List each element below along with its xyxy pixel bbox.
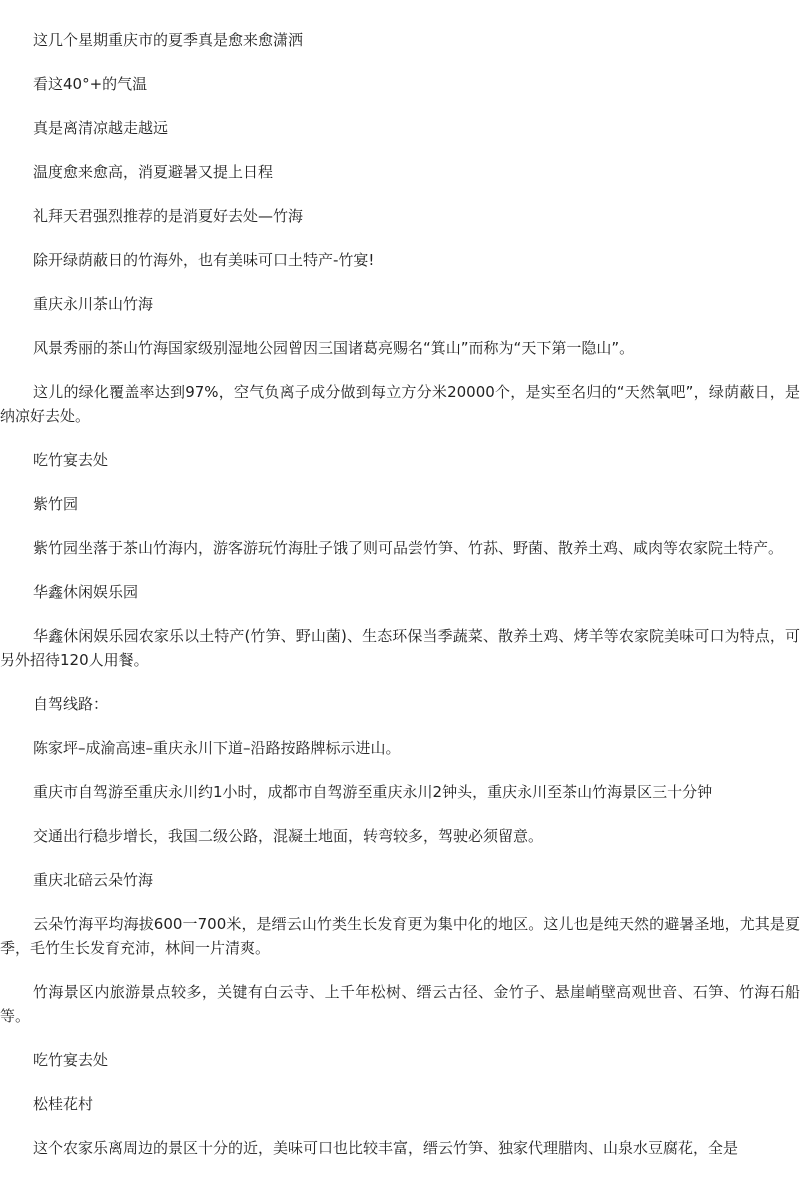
paragraph-route-2: 重庆市自驾游至重庆永川约1小时，成都市自驾游至重庆永川2钟头，重庆永川至茶山竹海景区三十分钟: [33, 783, 713, 801]
paragraph-zizhuyuan: 紫竹园坐落于茶山竹海内，游客游玩竹海肚子饿了则可品尝竹笋、竹荪、野菌、散养土鸡、咸肉等农家院土特产。: [33, 539, 784, 557]
paragraph-intro-5: 礼拜天君强烈推荐的是消夏好去处—竹海: [33, 207, 304, 225]
venue-name-zizhuyuan: 紫竹园: [33, 495, 79, 513]
paragraph-intro-2: 看这40°+的气温: [33, 75, 148, 93]
paragraph-huaxin: 华鑫休闲娱乐园农家乐以土特产(竹笋、野山菌)、生态环保当季蔬菜、散养土鸡、烤羊等农家院美味可口为特点，可另外招待120人用餐。: [0, 627, 800, 669]
subheading-driving-route: 自驾线路：: [33, 695, 109, 713]
paragraph-yongchuan-1: 风景秀丽的茶山竹海国家级别湿地公园曾因三国诸葛亮赐名“箕山”而称为“天下第一隐山”。: [33, 339, 635, 357]
paragraph-yongchuan-2: 这儿的绿化覆盖率达到97%，空气负离子成分做到每立方分米20000个，是实至名归的“天然氧吧”，绿荫蔽日，是纳凉好去处。: [0, 383, 800, 425]
subheading-bamboo-feast-1: 吃竹宴去处: [33, 451, 109, 469]
subheading-bamboo-feast-2: 吃竹宴去处: [33, 1051, 109, 1069]
section-heading-beibei: 重庆北碚云朵竹海: [33, 871, 154, 889]
section-heading-yongchuan: 重庆永川茶山竹海: [33, 295, 154, 313]
venue-name-songguihuacun: 松桂花村: [33, 1095, 94, 1113]
paragraph-route-1: 陈家坪–成渝高速–重庆永川下道–沿路按路牌标示进山。: [33, 739, 401, 757]
venue-name-huaxin: 华鑫休闲娱乐园: [33, 583, 139, 601]
paragraph-intro-1: 这几个星期重庆市的夏季真是愈来愈潇洒: [33, 31, 304, 49]
paragraph-route-3: 交通出行稳步增长，我国二级公路，混凝土地面，转弯较多，驾驶必须留意。: [33, 827, 544, 845]
paragraph-intro-6: 除开绿荫蔽日的竹海外，也有美味可口土特产-竹宴!: [33, 251, 375, 269]
paragraph-intro-4: 温度愈来愈高，消夏避暑又提上日程: [33, 163, 274, 181]
paragraph-beibei-2: 竹海景区内旅游景点较多，关键有白云寺、上千年松树、缙云古径、金竹子、悬崖峭壁高观世音、石笋、竹海石船等。: [0, 983, 800, 1025]
paragraph-beibei-1: 云朵竹海平均海拔600一700米，是缙云山竹类生长发育更为集中化的地区。这儿也是纯天然的避暑圣地，尤其是夏季，毛竹生长发育充沛，林间一片清爽。: [0, 915, 800, 957]
paragraph-intro-3: 真是离清凉越走越远: [33, 119, 169, 137]
paragraph-songguihuacun: 这个农家乐离周边的景区十分的近，美味可口也比较丰富，缙云竹笋、独家代理腊肉、山泉水豆腐花，全是: [33, 1139, 739, 1157]
